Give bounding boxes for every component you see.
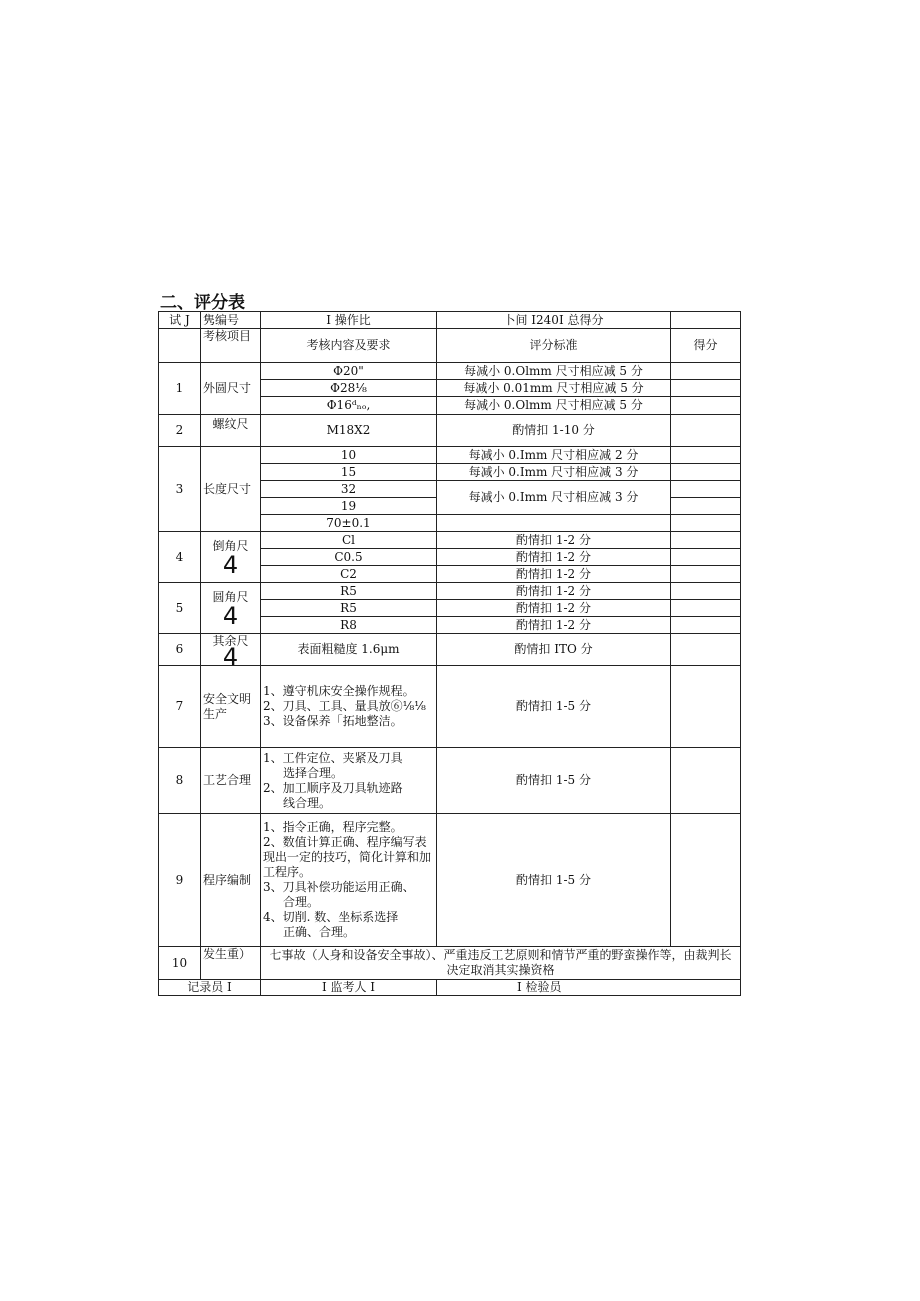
content-line: 合理。 <box>283 895 320 909</box>
row-content: 19 <box>261 498 437 515</box>
content-line: 正确、合理。 <box>283 925 356 939</box>
content-line: 线合理。 <box>283 795 332 810</box>
table-row <box>159 532 741 549</box>
row-criteria: 酌情扣 1-5 分 <box>437 748 671 814</box>
row-item: 程序编制 <box>201 814 261 947</box>
score-cell <box>671 748 741 814</box>
table-row <box>159 583 741 600</box>
row-content: 70±0.1 <box>261 515 437 532</box>
row-no: 8 <box>159 748 201 814</box>
row-content: M18X2 <box>261 415 437 447</box>
row-criteria: 酌情扣 1-2 分 <box>437 600 671 617</box>
row-criteria: 每减小 0.Imm 尺寸相应减 3 分 <box>437 464 671 481</box>
score-cell <box>671 600 741 617</box>
table-row <box>159 415 741 447</box>
row-content: 10 <box>261 447 437 464</box>
score-cell <box>671 583 741 600</box>
score-cell <box>671 397 741 415</box>
row-item: 外圆尺寸 <box>201 363 261 415</box>
row-criteria: 酌情扣 1-5 分 <box>437 666 671 748</box>
score-cell <box>671 532 741 549</box>
row-no: 3 <box>159 447 201 532</box>
table-row <box>159 748 741 814</box>
row-content: Φ16ᵈₙₒ, <box>261 397 437 415</box>
row-content: C0.5 <box>261 549 437 566</box>
row-criteria: 酌情扣 1-2 分 <box>437 566 671 583</box>
score-cell <box>671 814 741 947</box>
content-line: 1、工件定位、夹紧及刀具 <box>263 750 403 765</box>
row-content: R8 <box>261 617 437 634</box>
row-item-mark: 4 <box>222 550 239 579</box>
row-no: 10 <box>159 947 201 980</box>
score-cell <box>671 464 741 481</box>
row-content: 15 <box>261 464 437 481</box>
row-content: R5 <box>261 583 437 600</box>
content-line: 2、加工顺序及刀具轨迹路 <box>263 780 403 795</box>
row-criteria: 酌情扣 1-5 分 <box>437 814 671 947</box>
row-item: 发生重） <box>201 947 261 980</box>
content-line: 3、设备保养「拓地整洁。 <box>263 714 403 728</box>
row-criteria: 每减小 0.Imm 尺寸相应减 2 分 <box>437 447 671 464</box>
score-cell <box>671 447 741 464</box>
content-line: 选择合理。 <box>283 765 344 780</box>
row-item-cell <box>201 634 261 666</box>
header-item: 考核项目 <box>201 329 261 363</box>
top-cell-5 <box>671 312 741 329</box>
table-row <box>159 666 741 748</box>
table-row <box>159 814 741 947</box>
content-line: 2、数值计算正确、程序编写表现出一定的技巧，简化计算和加工程序。 <box>263 835 432 879</box>
row-criteria: 每减小 0.01mm 尺寸相应减 5 分 <box>437 380 671 397</box>
row-content-cell <box>261 666 437 748</box>
top-cell-4: 卜间 I240I 总得分 <box>437 312 671 329</box>
row-item-mark: 4 <box>222 643 239 666</box>
footer-row <box>159 980 741 996</box>
row-content: Φ20" <box>261 363 437 380</box>
row-item: 长度尺寸 <box>201 447 261 532</box>
row-criteria: 酌情扣 ITO 分 <box>437 634 671 666</box>
row-no: 6 <box>159 634 201 666</box>
footer-inspector: I 检验员 <box>437 980 741 996</box>
row-item: 工艺合理 <box>201 748 261 814</box>
content-line: 1、指令正确，程序完整。 <box>263 820 403 834</box>
header-content: 考核内容及要求 <box>261 329 437 363</box>
row-criteria: 酌情扣 1-2 分 <box>437 532 671 549</box>
score-cell <box>671 481 741 498</box>
top-cell-3: I 操作比 <box>261 312 437 329</box>
score-cell <box>671 380 741 397</box>
table-row <box>159 447 741 464</box>
row-item-cell <box>201 532 261 583</box>
table-row <box>159 634 741 666</box>
row-item: 安全文明生产 <box>201 666 261 748</box>
row-criteria: 每减小 0.Olmm 尺寸相应减 5 分 <box>437 363 671 380</box>
score-cell <box>671 634 741 666</box>
score-table <box>158 311 741 996</box>
row-no: 7 <box>159 666 201 748</box>
row-no: 1 <box>159 363 201 415</box>
row-criteria: 酌情扣 1-2 分 <box>437 617 671 634</box>
table-row <box>159 312 741 329</box>
row-content: C2 <box>261 566 437 583</box>
row-item: 圆角尺 <box>212 589 249 604</box>
page-title: 二、评分表 <box>160 293 245 313</box>
row-content: 32 <box>261 481 437 498</box>
row-criteria: 酌情扣 1-10 分 <box>437 415 671 447</box>
content-line: 3、刀具补偿功能运用正确、 <box>263 880 415 894</box>
row-item: 其余尺 <box>212 634 249 648</box>
row-item-cell <box>201 583 261 634</box>
row-criteria: 酌情扣 1-2 分 <box>437 583 671 600</box>
row-content: Φ28⅛ <box>261 380 437 397</box>
row-item: 倒角尺 <box>212 538 249 553</box>
row-content: Cl <box>261 532 437 549</box>
score-cell <box>671 515 741 532</box>
row-content: 表面粗糙度 1.6μm <box>261 634 437 666</box>
table-row <box>159 947 741 980</box>
score-cell <box>671 566 741 583</box>
content-line: 2、刀具、工具、量具放⑥⅛⅛ <box>263 699 426 713</box>
row-criteria: 酌情扣 1-2 分 <box>437 549 671 566</box>
row-item-mark: 4 <box>222 601 239 630</box>
row-item: 螺纹尺 <box>201 415 261 447</box>
table-row <box>159 363 741 380</box>
row-no: 4 <box>159 532 201 583</box>
score-cell <box>671 617 741 634</box>
score-cell <box>671 363 741 380</box>
row-content: R5 <box>261 600 437 617</box>
score-cell <box>671 415 741 447</box>
row-criteria: 每减小 0.Imm 尺寸相应减 3 分 <box>437 481 671 515</box>
row-no: 5 <box>159 583 201 634</box>
score-cell <box>671 498 741 515</box>
content-line: 4、切削. 数、坐标系选择 <box>263 910 399 924</box>
row-text: 七事故（人身和设备安全事故）、严重违反工艺原则和情节严重的野蛮操作等，由裁判长决定取消其实操资格 <box>261 947 741 980</box>
footer-recorder: 记录员 I <box>159 980 261 996</box>
header-criteria: 评分标准 <box>437 329 671 363</box>
row-content-cell <box>261 814 437 947</box>
header-row <box>159 329 741 363</box>
footer-supervisor: I 监考人 I <box>261 980 437 996</box>
score-cell <box>671 549 741 566</box>
content-line: 1、遵守机床安全操作规程。 <box>263 684 415 698</box>
header-score: 得分 <box>671 329 741 363</box>
row-no: 9 <box>159 814 201 947</box>
top-cell-1: 试 J <box>159 312 201 329</box>
score-cell <box>671 666 741 748</box>
row-criteria: 每减小 0.Olmm 尺寸相应减 5 分 <box>437 397 671 415</box>
row-no: 2 <box>159 415 201 447</box>
row-content-cell <box>261 748 437 814</box>
top-cell-2: 隽编号 <box>201 312 261 329</box>
